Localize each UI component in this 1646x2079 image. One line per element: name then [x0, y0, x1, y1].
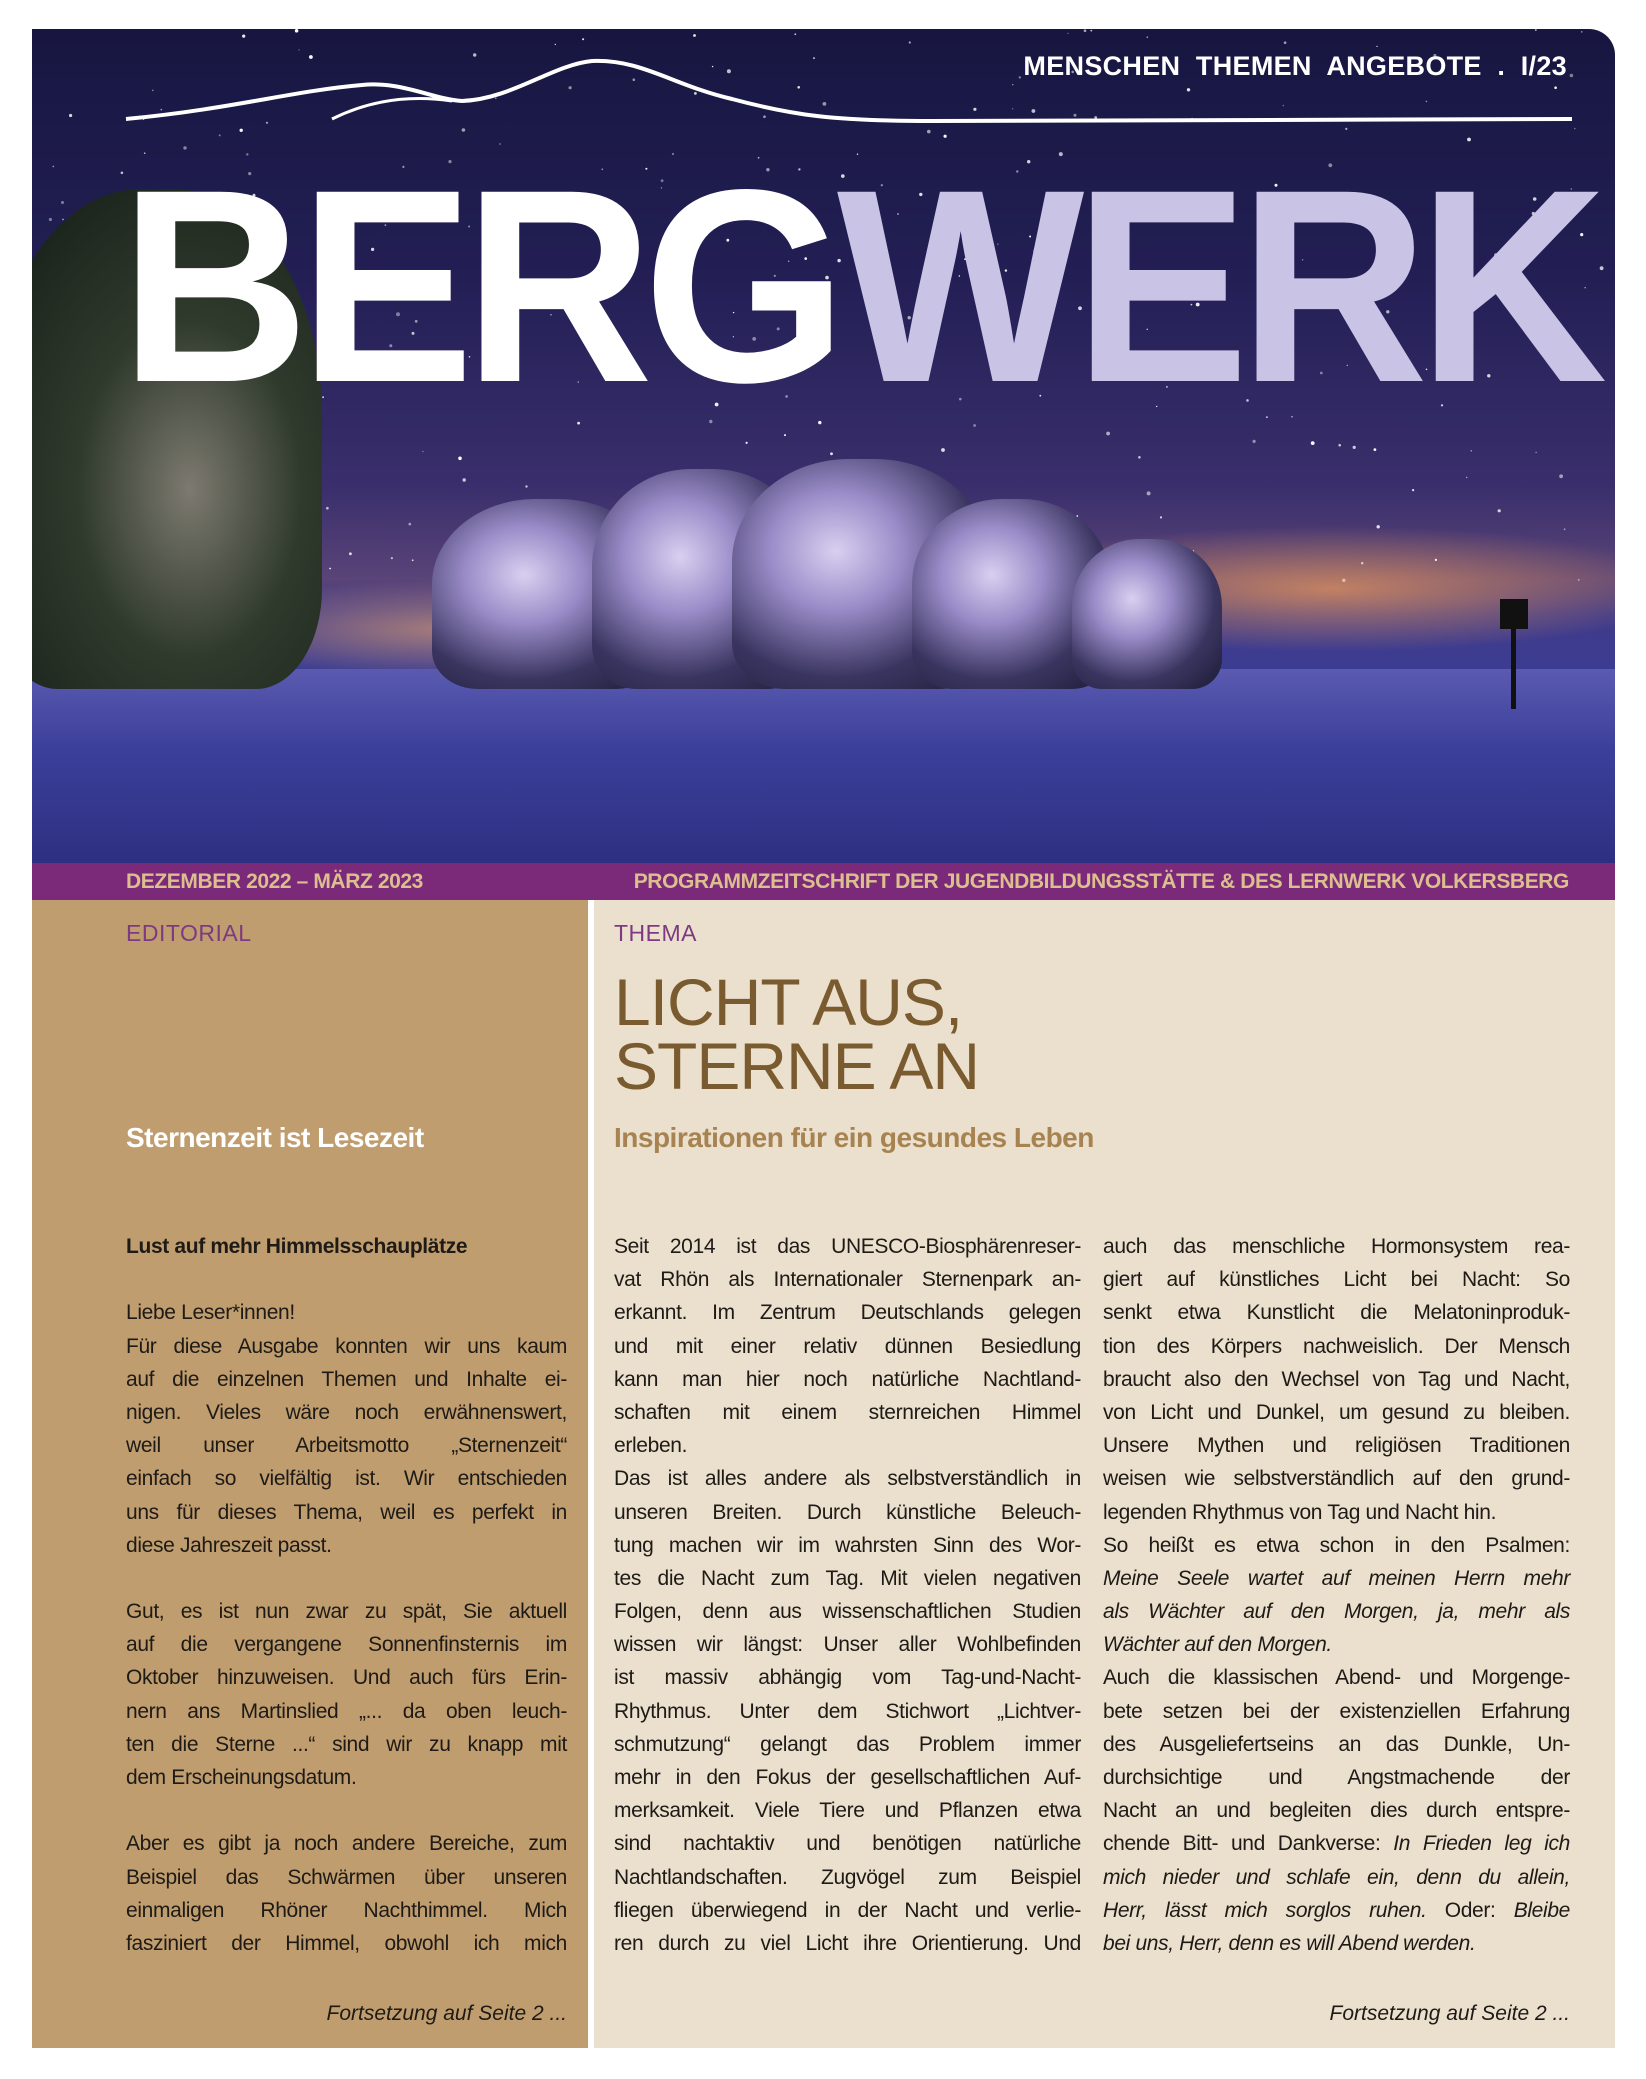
text-line: legenden Rhythmus von Tag und Nacht hin.	[1103, 1500, 1497, 1524]
text-line: weisen wie selbstverständlich auf den grund-	[1103, 1467, 1570, 1491]
star	[1160, 516, 1162, 518]
star	[830, 452, 833, 455]
text-line: ren durch zu viel Licht ihre Orientierung. Und	[614, 1931, 1081, 1955]
text-line	[126, 1794, 567, 1827]
text-line: Nacht an und begleiten dies durch entspre-	[1103, 1799, 1570, 1823]
publication-tagline: PROGRAMMZEITSCHRIFT DER JUGENDBILDUNGSSTÄTTE & DES LERNWERK VOLKERSBERG	[633, 870, 1569, 893]
text-line	[1103, 1894, 1570, 1927]
italic-quote: mich nieder und schlafe ein, denn du allein,	[1103, 1865, 1570, 1889]
star	[1578, 579, 1580, 581]
italic-quote: Herr, lässt mich sorglos ruhen.	[1103, 1898, 1427, 1922]
section-label-thema: THEMA	[614, 920, 697, 946]
star	[525, 485, 527, 487]
star	[1559, 474, 1563, 478]
text-line: tion des Körpers nachweislich. Der Mensch	[1103, 1334, 1570, 1358]
continued-note: Fortsetzung auf Seite 2 ...	[1329, 2002, 1570, 2025]
masthead-title	[120, 132, 1598, 440]
star	[1374, 448, 1377, 451]
snow-field	[32, 669, 1615, 863]
star	[1342, 579, 1345, 582]
star	[391, 557, 393, 559]
star	[1338, 444, 1341, 447]
star	[463, 478, 466, 481]
text-line	[126, 1562, 567, 1595]
cover-photo	[32, 29, 1615, 863]
text-line	[126, 1263, 567, 1296]
headline-line: STERNE AN	[614, 1029, 980, 1103]
text-line: schmutzung“ gelangt das Problem immer	[614, 1732, 1081, 1756]
text-line: fasziniert der Himmel, obwohl ich mich	[126, 1931, 567, 1955]
text-line: sind nachtaktiv und benötigen natürliche	[614, 1832, 1081, 1856]
star	[1600, 266, 1604, 270]
text-line	[1103, 1628, 1570, 1661]
star	[1138, 456, 1141, 459]
star	[746, 442, 748, 444]
text-line: Rhythmus. Unter dem Stichwort „Lichtver-	[614, 1699, 1081, 1723]
text-line: merksamkeit. Viele Tiere und Pflanzen etwa	[614, 1799, 1081, 1823]
text-line: Nachtlandschaften. Zugvögel zum Beispiel	[614, 1865, 1081, 1889]
star	[49, 218, 52, 221]
text-line: ten die Sterne ...“ sind wir zu knapp mit	[126, 1732, 567, 1756]
snowy-tree	[1072, 539, 1222, 689]
masthead-werk: WERK	[836, 132, 1598, 440]
text-line: vat Rhön als Internationaler Sternenpark an-	[614, 1268, 1081, 1292]
text-line: Gut, es ist nun zwar zu spät, Sie aktuell	[126, 1600, 567, 1624]
star	[458, 457, 462, 461]
star	[1535, 452, 1536, 453]
star	[412, 559, 414, 561]
text-line: nigen. Vieles wäre noch erwähnenswert,	[126, 1400, 567, 1424]
article-column-2	[1103, 1230, 1570, 1960]
text-line: ist massiv abhängig vom Tag-und-Nacht-	[614, 1666, 1081, 1690]
article-subhead: Inspirationen für ein gesundes Leben	[614, 1122, 1094, 1153]
star	[1466, 477, 1467, 478]
star	[941, 448, 945, 452]
star	[1353, 446, 1356, 449]
article-column-1	[614, 1230, 1081, 1960]
italic-quote: In Frieden leg ich	[1393, 1832, 1570, 1856]
star	[1361, 562, 1363, 564]
text-line: Folgen, denn aus wissenschaftlichen Studien	[614, 1600, 1081, 1624]
text-line: einmaligen Rhöner Nachthimmel. Mich	[126, 1898, 567, 1922]
text-line	[1103, 1927, 1570, 1960]
section-label-editorial: EDITORIAL	[126, 920, 252, 946]
text-line: erkannt. Im Zentrum Deutschlands gelegen	[614, 1301, 1081, 1325]
text-line: Für diese Ausgabe konnten wir uns kaum	[126, 1334, 567, 1358]
star	[1412, 489, 1414, 491]
text-line: wissen wir längst: Unser aller Wohlbefinden	[614, 1633, 1081, 1657]
text-line: Unsere Mythen und religiösen Traditionen	[1103, 1434, 1570, 1458]
star	[1147, 491, 1151, 495]
text-line: durchsichtige und Angstmachende der	[1103, 1766, 1570, 1789]
italic-quote: Bleibe	[1513, 1898, 1570, 1922]
text-line	[1103, 1595, 1570, 1628]
text-line: braucht also den Wechsel von Tag und Nacht,	[1103, 1367, 1570, 1391]
text-line: tes die Nacht zum Tag. Mit vielen negativen	[614, 1566, 1081, 1590]
star	[422, 451, 423, 452]
issue-band	[32, 863, 1615, 900]
headline-line: LICHT AUS,	[614, 965, 963, 1039]
text-line: bete setzen bei der existenziellen Erfahrung	[1103, 1699, 1570, 1723]
text-line: Auch die klassischen Abend- und Morgenge-	[1103, 1666, 1570, 1690]
issue-dates: DEZEMBER 2022 – MÄRZ 2023	[126, 870, 423, 893]
star	[1471, 450, 1473, 452]
text-line: giert auf künstliches Licht bei Nacht: So	[1103, 1268, 1570, 1292]
article-headline	[614, 965, 980, 1103]
italic-quote: Meine Seele wartet auf meinen Herrn mehr	[1103, 1566, 1570, 1590]
text-line: des Ausgeliefertseins an das Dunkle, Un-	[1103, 1732, 1570, 1756]
star	[1498, 509, 1501, 512]
section-nav: MENSCHEN THEMEN ANGEBOTE . I/23	[1023, 51, 1567, 81]
text-line: und mit einer relativ dünnen Besiedlung	[614, 1334, 1081, 1358]
signpost-pole	[1511, 629, 1516, 709]
text-line: Aber es gibt ja noch andere Bereiche, zum	[126, 1832, 567, 1856]
continued-note: Fortsetzung auf Seite 2 ...	[326, 2002, 567, 2025]
text-line: So heißt es etwa schon in den Psalmen:	[1103, 1533, 1570, 1557]
star	[349, 552, 352, 555]
text-line	[1103, 1562, 1570, 1595]
editorial-text	[126, 1230, 567, 1960]
text-line: auf die vergangene Sonnenfinsternis im	[126, 1633, 567, 1657]
text-line: fliegen überwiegend in der Nacht und verlie-	[614, 1898, 1081, 1922]
star	[61, 201, 64, 204]
text-line: schaften mit einem sternreichen Himmel	[614, 1400, 1081, 1424]
star	[1377, 525, 1380, 528]
text-line: Beispiel das Schwärmen über unseren	[126, 1865, 567, 1889]
text-line: einfach so vielfältig ist. Wir entschieden	[126, 1467, 567, 1491]
text-line: senkt etwa Kunstlicht die Melatoninproduk-	[1103, 1301, 1570, 1325]
star	[1564, 528, 1566, 530]
text-segment: chende Bitt- und Dankverse:	[1103, 1832, 1394, 1856]
text-line: tung machen wir im wahrsten Sinn des Wor-	[614, 1533, 1081, 1557]
text-line: uns für dieses Thema, weil es perfekt in	[126, 1500, 567, 1524]
text-line: Liebe Leser*innen!	[126, 1301, 295, 1325]
text-line: erleben.	[614, 1434, 688, 1458]
editorial-column	[32, 900, 588, 2048]
text-line: unseren Breiten. Durch künstliche Beleuch-	[614, 1500, 1081, 1524]
text-line	[1103, 1827, 1570, 1860]
text-line: von Licht und Dunkel, um gesund zu bleiben.	[1103, 1400, 1570, 1424]
text-line: Oktober hinzuweisen. Und auch fürs Erin-	[126, 1666, 567, 1690]
text-line: dem Erscheinungsdatum.	[126, 1766, 357, 1789]
text-line: weil unser Arbeitsmotto „Sternenzeit“	[126, 1434, 567, 1458]
text-line: auf die einzelnen Themen und Inhalte ei-	[126, 1367, 567, 1391]
text-segment: Oder:	[1426, 1898, 1514, 1922]
masthead-berg: BERG	[120, 132, 837, 440]
text-line: nern ans Martinslied „... da oben leuch-	[126, 1699, 567, 1723]
editorial-title: Sternenzeit ist Lesezeit	[126, 1122, 424, 1153]
text-line: auch das menschliche Hormonsystem rea-	[1103, 1235, 1570, 1258]
signpost	[1500, 599, 1528, 629]
star	[326, 507, 329, 510]
thema-article	[594, 900, 1615, 2048]
italic-quote: als Wächter auf den Morgen, ja, mehr als	[1103, 1600, 1570, 1624]
text-line: Seit 2014 ist das UNESCO-Biosphärenreser-	[614, 1235, 1081, 1258]
italic-quote: Wächter auf den Morgen.	[1103, 1633, 1332, 1657]
star	[329, 568, 331, 570]
star	[1311, 441, 1315, 445]
star	[1253, 440, 1256, 443]
text-line: diese Jahreszeit passt.	[126, 1533, 332, 1557]
text-line: Das ist alles andere als selbstverständlich in	[614, 1467, 1081, 1491]
star	[1435, 559, 1437, 561]
star	[409, 523, 412, 526]
text-line: Lust auf mehr Himmelsschauplätze	[126, 1235, 468, 1258]
text-line: mehr in den Fokus der gesellschaftlichen Auf-	[614, 1766, 1081, 1789]
text-line: kann man hier noch natürliche Nachtland-	[614, 1367, 1081, 1391]
text-line	[1103, 1861, 1570, 1894]
italic-quote: bei uns, Herr, denn es will Abend werden.	[1103, 1931, 1476, 1955]
